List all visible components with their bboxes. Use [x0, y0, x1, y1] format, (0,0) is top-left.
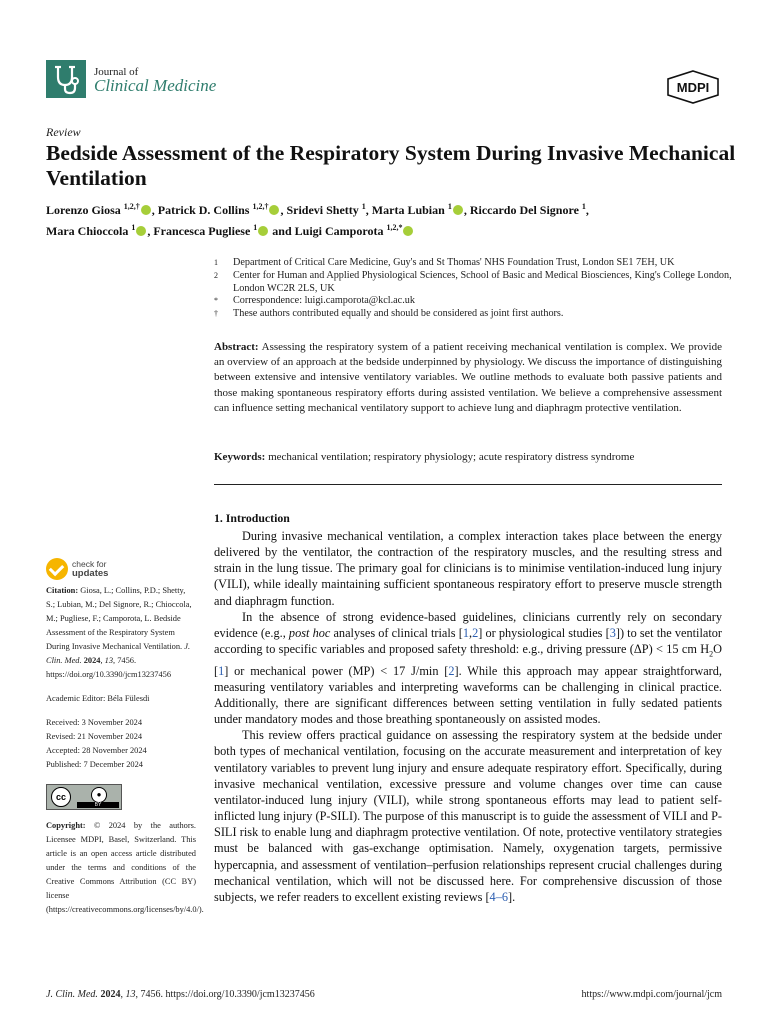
author-affil-mark: 1 [581, 202, 586, 211]
reference-link[interactable]: 2 [472, 625, 479, 640]
divider [214, 484, 722, 485]
author-affil-mark: 1,2,* [386, 223, 403, 232]
orcid-icon[interactable] [258, 226, 268, 236]
affiliation-item [214, 308, 734, 321]
citation-doi[interactable]: , 7456. https://doi.org/10.3390/jcm13237456 [46, 656, 172, 679]
affiliation-mark: 1 [214, 258, 218, 267]
footer-citation: J. Clin. Med. 2024, 13, 7456. https://doi.org/10.3390/jcm13237456 [46, 989, 315, 1000]
stethoscope-icon [46, 60, 86, 98]
publisher-logo [666, 70, 720, 104]
keywords-text: mechanical ventilation; respiratory physiology; acute respiratory distress syndrome [268, 451, 635, 463]
citation: Citation: Giosa, L.; Collins, P.D.; Shetty, S.; Lubian, M.; Del Signore, R.; Chioccola, M.; Pugliese, F.; Camporota, L. Bedside Assessment of the Respiratory System During Invasive Mechanical Ventilation. J. Clin. Med. 2024, 13, 7456. https://doi.org/10.3390/jcm13237456 [46, 586, 192, 679]
section-heading: 1. Introduction [214, 511, 290, 525]
orcid-icon[interactable] [136, 226, 146, 236]
paragraph: In the absence of strong evidence-based guidelines, clinicians currently rely on secondary evidence (e.g., post hoc analyses of clinical trials [1,2] or physiological studies [3]) to set the ventilator according to specific variables and proposed safety threshold: e.g., driving pressure (ΔP) < 15 cm $H_2O$ [1] or mechanical power (MP) < 17 J/min [2]. While this approach may appear straightforward, measuring ventilatory variables and interpreting waveforms can be challenging in clinical practice. Additionally, there are significant differences between setting ventilation in fully sedated patients under mandatory modes and those breathing spontaneously on assisted modes. [214, 609, 722, 727]
correspondence-text[interactable]: Correspondence: luigi.camporota@kcl.ac.uk [233, 295, 415, 307]
paragraph: During invasive mechanical ventilation, a complex interaction takes place between the energy delivered by the ventilator, the contraction of the respiratory muscles, and the resulting stress and strain in the lung tissue. The primary goal for clinicians is to minimise ventilation-induced lung injury (VILI), while ideally maintaining sufficient spontaneous respiratory effort to preserve muscle strength and diaphragm function. [214, 529, 722, 608]
copyright-text: © 2024 by the authors. Licensee MDPI, Basel, Switzerland. This article is an open access article distributed under the terms and conditions of the Creative Commons Attribution (CC BY) license (https://creativecommons.org/licenses/by/4.0/). [46, 821, 204, 914]
citation-journal: J. Clin. Med. [46, 642, 191, 665]
footer-doi[interactable]: , 7456. https://doi.org/10.3390/jcm13237456 [135, 989, 315, 1000]
author-name: Lorenzo Giosa [46, 203, 121, 217]
affiliation-mark: † [214, 309, 218, 319]
affiliation-text: Center for Human and Applied Physiological Sciences, School of Basic and Medical Biosciences, King's College London, London WC2R 2LS, UK [233, 269, 732, 294]
reference-link[interactable]: 2 [448, 663, 455, 678]
academic-editor: Academic Editor: Béla Fülesdi [46, 694, 150, 703]
keywords-label: Keywords: [214, 451, 266, 463]
affiliation-mark: 2 [214, 270, 218, 280]
affiliation-item [214, 257, 734, 270]
received-date: Received: 3 November 2024 [46, 718, 143, 727]
check-updates-icon [46, 558, 68, 580]
abstract [214, 340, 722, 416]
paragraph: This review offers practical guidance on assessing the respiratory system at the bedside under both types of mechanical ventilation, focusing on the accurate measurement and interpretation of key ventilatory variables to prevent lung injury and ensure adequate respiratory effort. Specifically, during invasive mechanical ventilation, excessive pressure and volume changes over time can cause ventilator-induced lung injury (VILI), while strong spontaneous efforts may lead to patient self-inflicted lung injury (P-SILI). The purpose of this manuscript is to guide the assessment of VILI and P-SILI risk to enable lung and diaphragm protective ventilation. Of note, protective ventilatory strategies must be balanced with gas-exchange optimisation. Namely, oxygenation targets, permissive hypercapnia, and assessment of ventilation–perfusion relationships represent crucial challenges during mechanical ventilation, which will not be discussed here. For comprehensive discussion of those subjects, we refer readers to excellent existing reviews [4–6]. [214, 728, 722, 904]
author-affil-mark: 1 [361, 202, 366, 211]
orcid-icon[interactable] [453, 205, 463, 215]
published-date: Published: 7 December 2024 [46, 760, 143, 769]
journal-logo [46, 60, 86, 98]
author-name: Sridevi Shetty [286, 203, 359, 217]
journal-prefix: Journal of [94, 66, 139, 78]
author-name: Mara Chioccola [46, 224, 129, 238]
abstract-text: Assessing the respiratory system of a patient receiving mechanical ventilation is complex. We provide an overview of an approach at the bedside underpinned by physiology. We discuss the importance of distinguishing between extensive and intensive ventilatory variables. We outline methods to evaluate both passive patients and those making spontaneous respiratory efforts during assisted ventilation. We believe a comprehensive assessment can influence setting mechanical ventilatory support to achieve lung and diaphragm protective ventilation. [214, 341, 722, 414]
affiliation-mark: * [214, 296, 218, 306]
author-name: Luigi Camporota [294, 224, 384, 238]
author-name: Patrick D. Collins [157, 203, 250, 217]
citation-volume: 13 [104, 656, 113, 665]
copyright-label: Copyright: [46, 821, 86, 830]
publisher-name: MDPI [676, 80, 710, 95]
accepted-date: Accepted: 28 November 2024 [46, 746, 147, 755]
author-affil-mark: 1,2,† [123, 202, 140, 211]
footer-journal: J. Clin. Med. [46, 989, 98, 1000]
mdpi-logo-icon [666, 70, 720, 104]
revised-date: Revised: 21 November 2024 [46, 732, 143, 741]
footer-year: 2024 [100, 989, 121, 1000]
cc-by-license-badge[interactable] [46, 784, 122, 810]
orcid-icon[interactable] [269, 205, 279, 215]
author-affil-mark: 1 [253, 223, 258, 232]
body-text [214, 528, 722, 905]
author-list: Lorenzo Giosa $^{1,2,\dagger}$ , Patrick D. Collins $^{1,2,\dagger}$ , Sridevi Shetty $^1$, Marta Lubian $^1$ , Riccardo Del Signore $^1$, Mara Chioccola $^1$ , Francesca Pugliese $^1$ and Luigi Camporota $^{1,2,*}$ [46, 202, 589, 238]
reference-link[interactable]: 1 [218, 663, 225, 678]
citation-text: Giosa, L.; Collins, P.D.; Shetty, S.; Lubian, M.; Del Signore, R.; Chioccola, M.; Pugliese, F.; Camporota, L. Bedside Assessment of the Respiratory System During Invasive Mechanical Ventilation. [46, 586, 192, 651]
author-name: Riccardo Del Signore [469, 203, 579, 217]
affiliation-item [214, 270, 734, 296]
person-icon: ● [91, 787, 107, 803]
affiliation-text: These authors contributed equally and should be considered as joint first authors. [233, 308, 564, 320]
reference-link[interactable]: 4–6 [489, 889, 508, 904]
author-name: Francesca Pugliese [153, 224, 251, 238]
journal-name: Clinical Medicine [94, 76, 217, 95]
copyright [46, 819, 204, 917]
author-affil-mark: 1 [447, 202, 452, 211]
reference-link[interactable]: 3 [609, 625, 616, 640]
author-affil-mark: 1 [131, 223, 136, 232]
affiliation-item [214, 295, 734, 308]
author-name: Marta Lubian [371, 203, 445, 217]
affiliations [214, 257, 734, 321]
reference-link[interactable]: 1 [462, 625, 469, 640]
author-affil-mark: 1,2,† [252, 202, 269, 211]
footer-url[interactable]: https://www.mdpi.com/journal/jcm [581, 989, 722, 1000]
footer-volume: 13 [125, 989, 136, 1000]
orcid-icon[interactable] [403, 226, 413, 236]
check-updates-line2: updates [72, 568, 109, 579]
citation-year: 2024 [83, 656, 101, 665]
article-title: Bedside Assessment of the Respiratory System During Invasive Mechanical Ventilation [46, 141, 736, 190]
affiliation-text: Department of Critical Care Medicine, Guy's and St Thomas' NHS Foundation Trust, London SE1 7EH, UK [233, 257, 675, 268]
check-updates-line1: check for [72, 559, 107, 569]
abstract-label: Abstract: [214, 341, 259, 353]
orcid-icon[interactable] [141, 205, 151, 215]
citation-label: Citation: [46, 586, 79, 595]
sidebar-metadata [46, 584, 204, 917]
keywords [214, 450, 722, 465]
check-for-updates-badge[interactable] [46, 558, 156, 580]
cc-icon: cc [51, 787, 71, 807]
by-label: BY [77, 802, 119, 808]
article-type: Review [46, 125, 81, 139]
